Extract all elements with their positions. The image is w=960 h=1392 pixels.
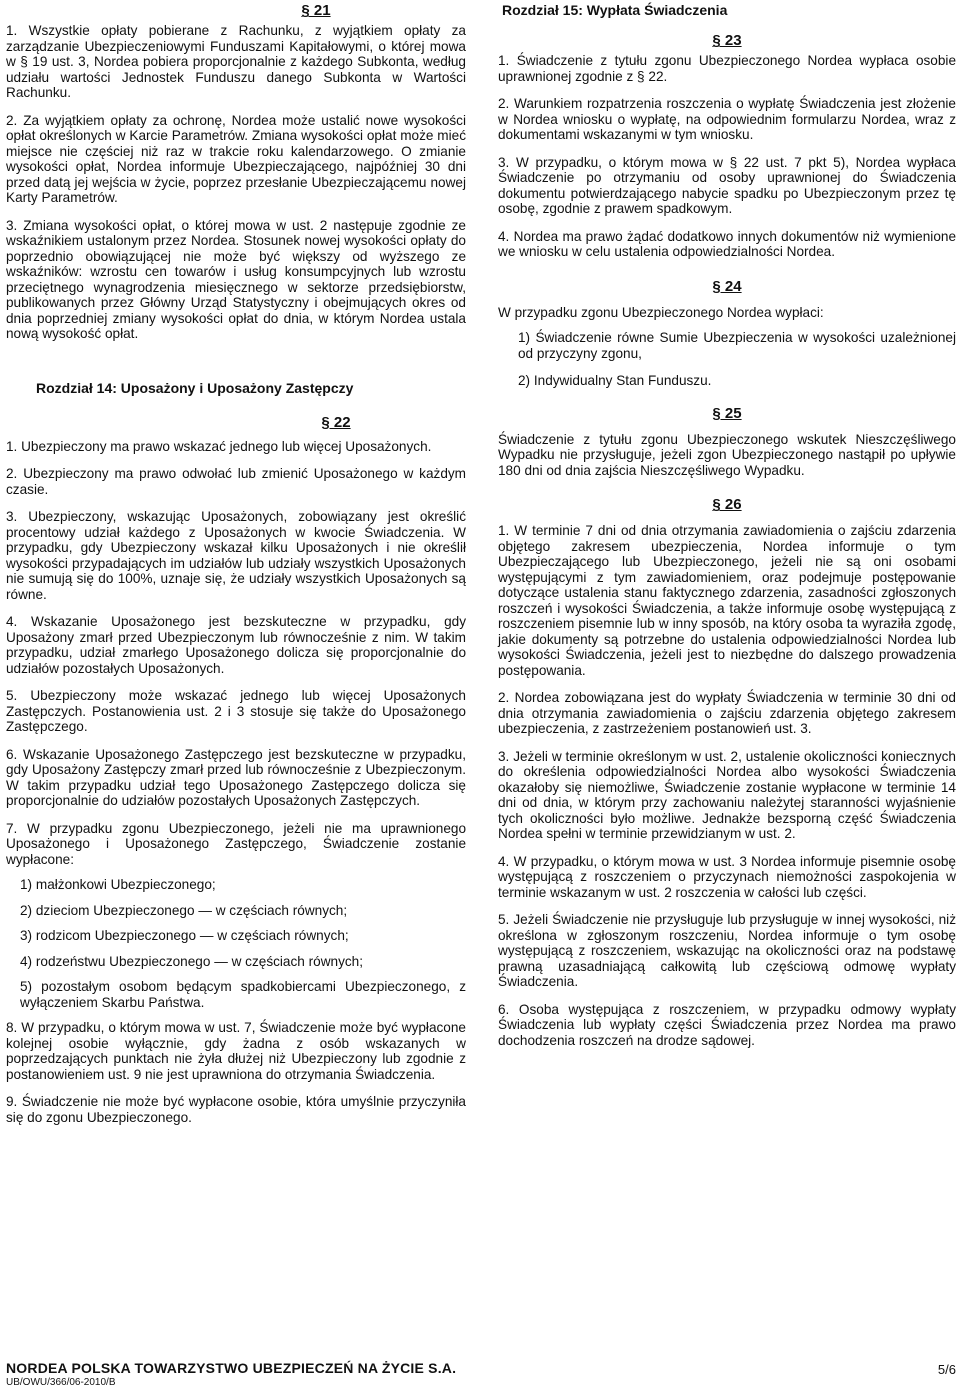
section-22-item-9: 9. Świadczenie nie może być wypłacone osobie, która umyślnie przyczyniła się do zgonu Ubezpieczonego. xyxy=(6,1094,466,1125)
page-footer xyxy=(6,1360,956,1388)
section-22-item-7-point-5: 5) pozostałym osobom będącym spadkobiercami Ubezpieczonego, z wyłączeniem Skarbu Państwa. xyxy=(20,979,466,1010)
section-23-item-2: 2. Warunkiem rozpatrzenia roszczenia o wypłatę Świadczenia jest złożenie w Nordea wniosku o wypłatę, na odpowiednim formularzu Nordea, wraz z dokumentami wskazanymi w tym wniosku. xyxy=(498,96,956,142)
footer-company-name: NORDEA POLSKA TOWARZYSTWO UBEZPIECZEŃ NA ŻYCIE S.A. xyxy=(6,1360,457,1376)
section-23-item-4: 4. Nordea ma prawo żądać dodatkowo innych dokumentów niż wymienione we wniosku w celu ustalenia odpowiedzialności Nordea. xyxy=(498,228,956,259)
section-26-heading: § 26 xyxy=(712,496,742,513)
section-26-item-1: 1. W terminie 7 dni od dnia otrzymania zawiadomienia o zajściu zdarzenia objętego zakresem ubezpieczenia, Nordea informuje o tym Ubezpieczającego lub Ubezpieczonego, jeżeli nie są oni osobami występującymi z tym zawiadomieniem, oraz podejmuje postępowanie dotyczące ustalenia stanu faktycznego zdarzenia, zasadności zgłoszonych roszczeń i wysokości Świadczenia, a także informuje osobę występującą z roszczeniem pisemnie lub w inny sposób, na który osoba ta wyraziła zgodę, jakie dokumenty są potrzebne do ustalenia odpowiedzialności Nordea lub wysokości Świadczenia, jeżeli jest to niezbędne do dalszego prowadzenia postępowania. xyxy=(498,523,956,678)
section-23-item-1: 1. Świadczenie z tytułu zgonu Ubezpieczonego Nordea wypłaca osobie uprawnionej zgodnie z § 22. xyxy=(498,53,956,84)
section-21-item-2: 2. Za wyjątkiem opłaty za ochronę, Nordea może ustalić nowe wysokości opłat określonych w Karcie Parametrów. Zmiana wysokości opłat może mieć miejsce nie częściej niż raz w trakcie roku kalendarzowego. O zmianie wysokości opłat, Nordea informuje Ubezpieczającego, najpóźniej 30 dni przed datą jej wejścia w życie, poprzez przesłanie Ubezpieczającemu nowej Karty Parametrów. xyxy=(6,112,466,205)
section-23-heading: § 23 xyxy=(712,32,742,49)
section-22-item-7: 7. W przypadku zgonu Ubezpieczonego, jeżeli nie ma uprawnionego Uposażonego i Uposażonego Zastępczego, Świadczenie zostanie wypłacone: xyxy=(6,820,466,867)
section-22-item-7-point-2: 2) dzieciom Ubezpieczonego — w częściach równych; xyxy=(20,902,348,918)
section-24-heading: § 24 xyxy=(712,277,742,295)
left-column xyxy=(6,0,466,1125)
section-22-item-6: 6. Wskazanie Uposażonego Zastępczego jest bezskuteczne w przypadku, gdy Uposażony Zastępczy zmarł przed lub równocześnie z Ubezpieczonym. W takim przypadku udział tego Uposażonego Zastępczego dolicza się proporcjonalnie do udziałów pozostałych Uposażonych Zastępczych. xyxy=(6,746,466,808)
chapter-15-heading: Rozdział 15: Wypłata Świadczenia xyxy=(502,2,728,18)
section-24-point-1: 1) Świadczenie równe Sumie Ubezpieczenia w wysokości uzależnionej od przyczyny zgonu, xyxy=(518,330,956,361)
section-26-item-3: 3. Jeżeli w terminie określonym w ust. 2, ustalenie okoliczności koniecznych do określenia odpowiedzialności Nordea albo wysokości Świadczenia okazałoby się niemożliwe, Świadczenie zostanie wypłacone w terminie 14 dni od dnia, w którym przy zachowaniu należytej staranności wyjaśnienie tych okoliczności było możliwe. Jednakże bezsporną część Świadczenia Nordea spełni w terminie przewidzianym w ust. 2. xyxy=(498,748,956,841)
section-24-point-2: 2) Indywidualny Stan Funduszu. xyxy=(518,373,712,388)
section-21-item-1: 1. Wszystkie opłaty pobierane z Rachunku, z wyjątkiem opłaty za zarządzanie Ubezpieczeniowymi Funduszami Kapitałowymi, o której mowa w § 19 ust. 3, Nordea pobiera proporcjonalnie z każdego Subkonta, według udziału wartości Jednostek Funduszu danego Subkonta w Wartości Rachunku. xyxy=(6,23,466,100)
chapter-14-heading: Rozdział 14: Uposażony i Uposażony Zastępczy xyxy=(36,379,354,396)
section-22-item-2: 2. Ubezpieczony ma prawo odwołać lub zmienić Uposażonego w każdym czasie. xyxy=(6,466,466,497)
section-22-item-7-point-4: 4) rodzeństwu Ubezpieczonego — w częściach równych; xyxy=(20,953,364,969)
right-column xyxy=(498,0,956,1048)
section-26-item-5: 5. Jeżeli Świadczenie nie przysługuje lub przysługuje w innej wysokości, niż określona w zgłoszonym roszczeniu, Nordea informuje o tym osobę występującą z roszczeniem, wskazując na okoliczności oraz na podstawę prawną uzasadniającą całkowitą lub częściową odmowę wypłaty Świadczenia. xyxy=(498,912,956,989)
section-22-item-5: 5. Ubezpieczony może wskazać jednego lub więcej Uposażonych Zastępczych. Postanowienia ust. 2 i 3 stosuje się także do Uposażonego Zastępczego. xyxy=(6,688,466,734)
footer-document-code: UB/OWU/366/06-2010/B xyxy=(6,1377,116,1388)
section-22-item-8: 8. W przypadku, o którym mowa w ust. 7, Świadczenie może być wypłacone kolejnej osobie wyłącznie, gdy żadna z osób wskazanych w poprzedzających punktach nie żyła dłużej niż Ubezpieczony lub zgodnie z postanowieniem ust. 9 nie jest uprawniona do otrzymania Świadczenia. xyxy=(6,1020,466,1082)
section-26-item-4: 4. W przypadku, o którym mowa w ust. 3 Nordea informuje pisemnie osobę występującą z roszczeniem o przyczynach niemożności zaspokojenia w terminie wskazanym w ust. 2 roszczenia w całości lub części. xyxy=(498,853,956,900)
section-21-item-3: 3. Zmiana wysokości opłat, o której mowa w ust. 2 następuje zgodnie ze wskaźnikiem ustalonym przez Nordea. Stosunek nowej wysokości opłaty do poprzednio obowiązującej nie może być większy od wyższego ze wskaźników: wzrostu cen towarów i usług konsumpcyjnych lub wzrostu przeciętnego wynagrodzenia miesięcznego w sektorze przedsiębiorstw, publikowanych przez Główny Urząd Statystyczny i obejmujących okres od dnia poprzedniej zmiany wysokości opłat do dnia, w którym Nordea ustala nową wysokość opłat. xyxy=(6,217,466,341)
section-22-item-7-point-3: 3) rodzicom Ubezpieczonego — w częściach równych; xyxy=(20,928,349,943)
section-23-item-3: 3. W przypadku, o którym mowa w § 22 ust. 7 pkt 5), Nordea wypłaca Świadczenie po otrzymaniu od osoby uprawnionej do Świadczenia dokumentu potwierdzającego nabycie spadku po Ubezpieczonym przez tę osobę, zgodnie z prawem spadkowym. xyxy=(498,154,956,216)
section-22-item-1: 1. Ubezpieczony ma prawo wskazać jednego lub więcej Uposażonych. xyxy=(6,438,432,454)
section-24-intro: W przypadku zgonu Ubezpieczonego Nordea wypłaci: xyxy=(498,304,824,320)
section-26-item-2: 2. Nordea zobowiązana jest do wypłaty Świadczenia w terminie 30 dni od dnia otrzymania zawiadomienia o zajściu zdarzenia objętego zakresem ubezpieczenia, z zastrzeżeniem postanowień ust. 3. xyxy=(498,690,956,736)
section-25-text: Świadczenie z tytułu zgonu Ubezpieczonego wskutek Nieszczęśliwego Wypadku nie przysługuje, jeżeli zgon Ubezpieczonego nastąpił po upływie 180 dni od dnia zajścia Nieszczęśliwego Wypadku. xyxy=(498,431,956,478)
section-25-heading: § 25 xyxy=(712,404,742,422)
section-22-item-4: 4. Wskazanie Uposażonego jest bezskuteczne w przypadku, gdy Uposażony zmarł przed Ubezpieczonym lub równocześnie z nim. W takim przypadku, udział zmarłego Uposażonego dolicza się proporcjonalnie do udziałów pozostałych Uposażonych. xyxy=(6,614,466,676)
section-22-heading: § 22 xyxy=(321,413,351,431)
section-22-item-7-point-1: 1) małżonkowi Ubezpieczonego; xyxy=(20,877,216,892)
footer-page-number: 5/6 xyxy=(937,1362,956,1377)
section-22-item-3: 3. Ubezpieczony, wskazując Uposażonych, zobowiązany jest określić procentowy udział każdego z Uposażonych w kwocie Świadczenia. W przypadku, gdy Ubezpieczony wskazał kilku Uposażonych i nie określił wysokości przypadających im udziałów lub udziały wszystkich Uposażonych nie sumują się do 100%, uznaje się, że udziały wszystkich Uposażonych są równe. xyxy=(6,509,466,602)
section-26-item-6: 6. Osoba występująca z roszczeniem, w przypadku odmowy wypłaty Świadczenia lub wypłaty części Świadczenia przez Nordea ma prawo dochodzenia roszczeń na drodze sądowej. xyxy=(498,1001,956,1048)
section-21-heading: § 21 xyxy=(301,2,331,19)
